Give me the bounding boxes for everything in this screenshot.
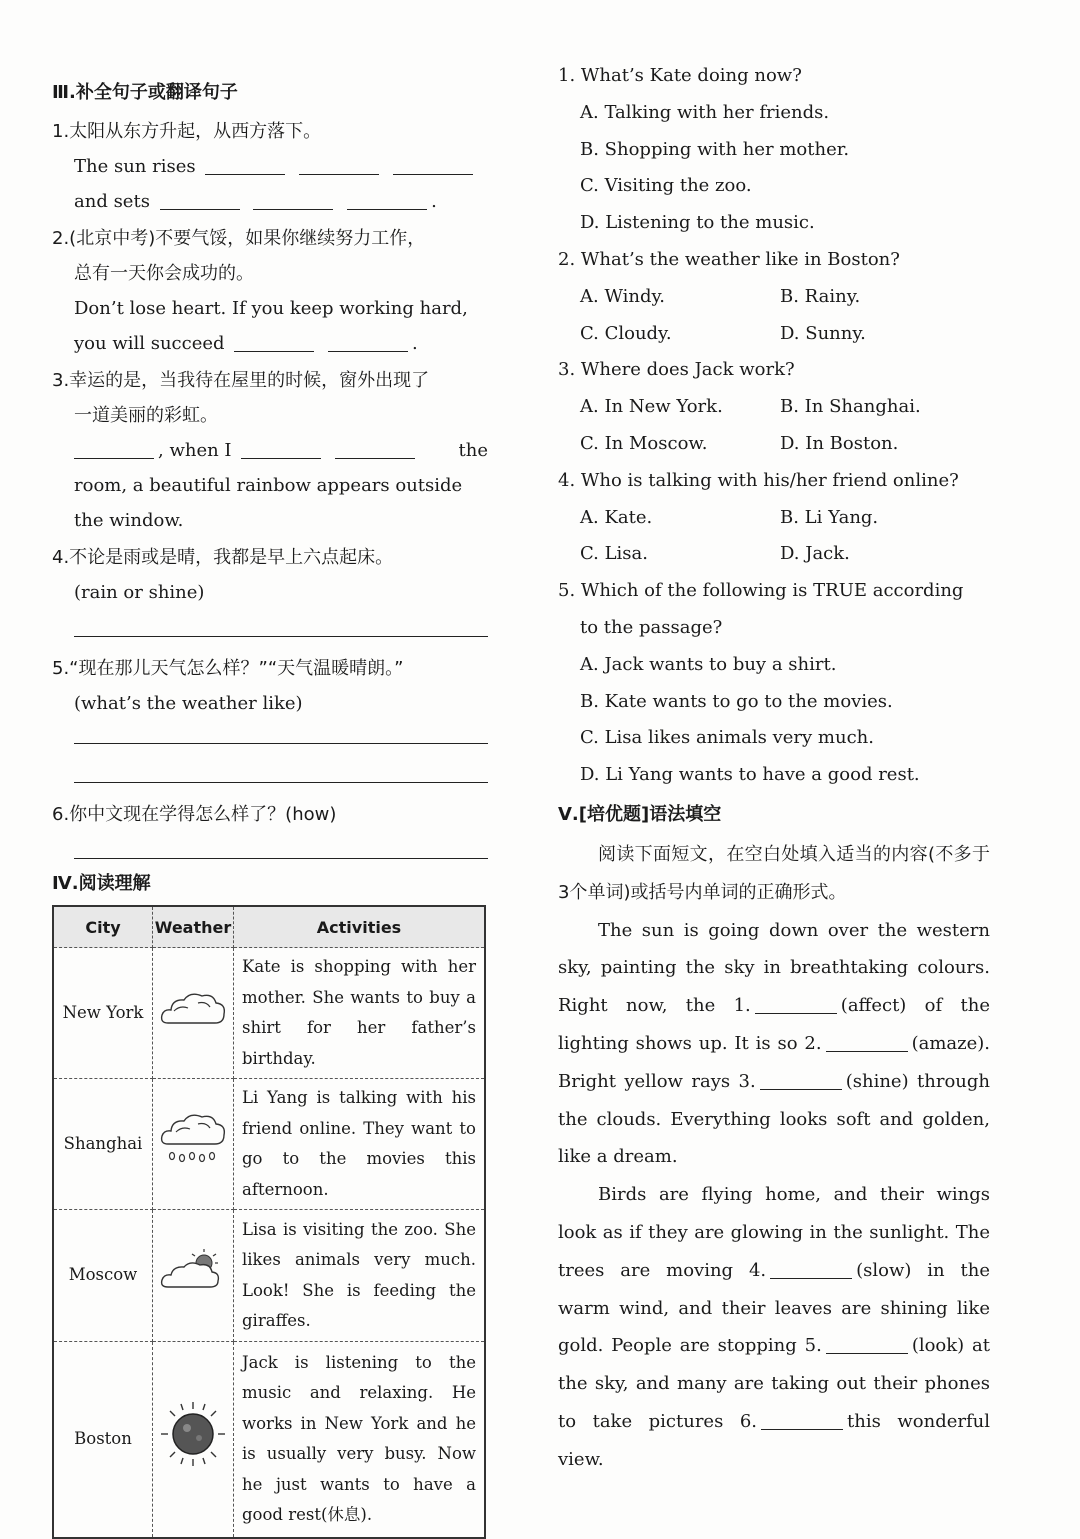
- option[interactable]: C. Lisa.: [580, 543, 648, 565]
- option[interactable]: A. Windy.: [580, 285, 665, 307]
- table-row: [53, 1210, 485, 1342]
- table-row: [53, 1079, 485, 1210]
- s3-item-4-zh: 4.不论是雨或是晴，我都是早上六点起床。: [52, 547, 394, 568]
- cloze-blank-5[interactable]: [826, 1335, 908, 1354]
- cloudy-icon: [158, 983, 228, 1033]
- activity-cell: Kate is shopping with her mother. She wants to buy a shirt for her father’s birthday.: [234, 948, 486, 1079]
- weather-cell: [153, 1079, 234, 1210]
- question-text: 5. Which of the following is TRUE according: [558, 580, 964, 602]
- activity-cell: Jack is listening to the music and relaxing. He works in New York and he is usually very busy. Now he just wants to have a good rest(休息).: [234, 1342, 486, 1538]
- question-text: 3. Where does Jack work?: [558, 359, 795, 381]
- weather-cell: [153, 948, 234, 1079]
- option-row: [558, 389, 990, 426]
- answer-blank[interactable]: [347, 191, 427, 210]
- cloze-paragraph-2: Birds are flying home, and their wings look as if they are glowing in the sunlight. The trees are moving 4. (slow) in the warm wind, and their leaves are shining like gold. People are stopping 5. (look) at the sky, and many are taking out their phones to take pictures 6. this wonderful view.: [558, 1184, 991, 1470]
- option[interactable]: C. Cloudy.: [580, 322, 672, 344]
- s3-item-1-zh: 1.太阳从东方升起，从西方落下。: [52, 121, 322, 142]
- answer-blank[interactable]: [393, 156, 473, 175]
- option-row: [558, 426, 990, 463]
- answer-line[interactable]: [74, 725, 488, 744]
- activity-cell: Li Yang is talking with his friend online. They want to go to the movies this afternoon.: [234, 1079, 486, 1210]
- option[interactable]: B. Rainy.: [780, 285, 861, 307]
- option-row: [558, 536, 990, 573]
- s3-item-3-en2: room, a beautiful rainbow appears outside: [74, 475, 463, 496]
- reading-table: [52, 905, 486, 1539]
- section5-instructions: 阅读下面短文，在空白处填入适当的内容(不多于3个单词)或括号内单词的正确形式。: [558, 843, 990, 903]
- city-cell: New York: [53, 948, 153, 1079]
- s3-item-5-zh: 5.“现在那儿天气怎么样？”“天气温暖晴朗。”: [52, 658, 404, 679]
- s3-item-2-zh2: 总有一天你会成功的。: [74, 263, 254, 284]
- section4-heading: Ⅳ.阅读理解: [52, 873, 151, 894]
- cloze-paragraph-1: The sun is going down over the western sky, painting the sky in breathtaking colours. Right now, the 1. (affect) of the lighting shows up. It is so 2. (amaze). Bright yellow rays 3. (shine) through the clouds. Everything looks soft and golden, like a dream.: [558, 919, 991, 1168]
- option-row: [558, 500, 990, 537]
- answer-blank[interactable]: [253, 191, 333, 210]
- cloze-blank-4[interactable]: [770, 1260, 852, 1279]
- col-activities: Activities: [234, 906, 486, 948]
- weather-cell: [153, 1342, 234, 1538]
- right-column: [558, 58, 990, 1478]
- option[interactable]: C. In Moscow.: [580, 432, 708, 454]
- option[interactable]: C. Lisa likes animals very much.: [580, 727, 874, 749]
- col-city: City: [53, 906, 153, 948]
- s3-item-5: [52, 651, 488, 783]
- table-row: [53, 948, 485, 1079]
- s3-item-4: [52, 540, 488, 637]
- answer-blank[interactable]: [328, 333, 408, 352]
- answer-blank[interactable]: [160, 191, 240, 210]
- s3-item-3: [52, 363, 488, 538]
- answer-line[interactable]: [74, 618, 488, 637]
- option[interactable]: B. In Shanghai.: [780, 396, 921, 418]
- option[interactable]: B. Kate wants to go to the movies.: [580, 690, 893, 712]
- answer-line[interactable]: [74, 840, 488, 859]
- question-2: [558, 242, 990, 352]
- answer-blank[interactable]: [335, 440, 415, 459]
- option-row: [558, 316, 990, 353]
- question-5: [558, 573, 990, 794]
- s3-item-3-en1: , when I the: [52, 433, 488, 468]
- s3-item-2: [52, 221, 488, 361]
- answer-blank[interactable]: [74, 440, 154, 459]
- s3-item-6-zh: 6.你中文现在学得怎么样了？(how): [52, 804, 337, 825]
- rainy-icon: [158, 1108, 228, 1170]
- partly-cloudy-icon: [158, 1245, 228, 1295]
- s3-item-6: [52, 797, 488, 859]
- question-text-cont: to the passage?: [580, 616, 723, 638]
- s3-item-3-en3: the window.: [74, 510, 184, 531]
- s3-item-4-hint: (rain or shine): [74, 582, 205, 603]
- col-weather: Weather: [153, 906, 234, 948]
- s3-item-5-hint: (what’s the weather like): [74, 693, 303, 714]
- option[interactable]: C. Visiting the zoo.: [580, 175, 752, 197]
- s3-item-3-zh1: 3.幸运的是，当我待在屋里的时候，窗外出现了: [52, 370, 430, 391]
- s3-item-2-en2: you will succeed .: [74, 333, 418, 354]
- answer-blank[interactable]: [299, 156, 379, 175]
- s3-item-1: [52, 114, 488, 219]
- s3-item-1-en-b: and sets .: [74, 191, 437, 212]
- option[interactable]: D. Sunny.: [780, 322, 866, 344]
- option[interactable]: A. Talking with her friends.: [580, 101, 830, 123]
- option[interactable]: D. Jack.: [780, 543, 850, 565]
- city-cell: Shanghai: [53, 1079, 153, 1210]
- cloze-blank-2[interactable]: [826, 1033, 908, 1052]
- left-column: [52, 78, 488, 1539]
- answer-line[interactable]: [74, 764, 488, 783]
- option[interactable]: A. Jack wants to buy a shirt.: [580, 653, 837, 675]
- answer-blank[interactable]: [241, 440, 321, 459]
- sunny-icon: [157, 1398, 229, 1470]
- section3-heading: Ⅲ.补全句子或翻译句子: [52, 82, 238, 103]
- option[interactable]: D. In Boston.: [780, 432, 899, 454]
- option[interactable]: B. Li Yang.: [780, 506, 879, 528]
- question-text: 1. What’s Kate doing now?: [558, 65, 802, 86]
- city-cell: Boston: [53, 1342, 153, 1538]
- question-1: [558, 58, 990, 242]
- cloze-blank-3[interactable]: [760, 1071, 842, 1090]
- weather-cell: [153, 1210, 234, 1342]
- question-4: [558, 463, 990, 573]
- s3-item-3-zh2: 一道美丽的彩虹。: [74, 405, 218, 426]
- option[interactable]: D. Listening to the music.: [580, 212, 815, 234]
- table-row: [53, 1342, 485, 1538]
- answer-blank[interactable]: [234, 333, 314, 352]
- option[interactable]: A. In New York.: [580, 396, 723, 418]
- city-cell: Moscow: [53, 1210, 153, 1342]
- s3-item-1-en-a: The sun rises: [52, 149, 488, 184]
- option-row: [558, 279, 990, 316]
- answer-blank[interactable]: [205, 156, 285, 175]
- option[interactable]: B. Shopping with her mother.: [580, 138, 850, 160]
- cloze-blank-1[interactable]: [755, 995, 837, 1014]
- section5-heading: Ⅴ.[培优题]语法填空: [558, 803, 722, 825]
- cloze-blank-6[interactable]: [761, 1411, 843, 1430]
- table-header-row: [53, 906, 485, 948]
- question-text: 4. Who is talking with his/her friend online?: [558, 469, 959, 491]
- s3-item-2-zh1: 2.(北京中考)不要气馁，如果你继续努力工作，: [52, 228, 426, 249]
- s3-item-2-en1: Don’t lose heart. If you keep working hard,: [74, 298, 468, 319]
- option[interactable]: A. Kate.: [580, 506, 653, 528]
- option[interactable]: D. Li Yang wants to have a good rest.: [580, 764, 920, 786]
- question-text: 2. What’s the weather like in Boston?: [558, 248, 900, 270]
- activity-cell: Lisa is visiting the zoo. She likes animals very much. Look! She is feeding the giraffes.: [234, 1210, 486, 1342]
- question-3: [558, 352, 990, 462]
